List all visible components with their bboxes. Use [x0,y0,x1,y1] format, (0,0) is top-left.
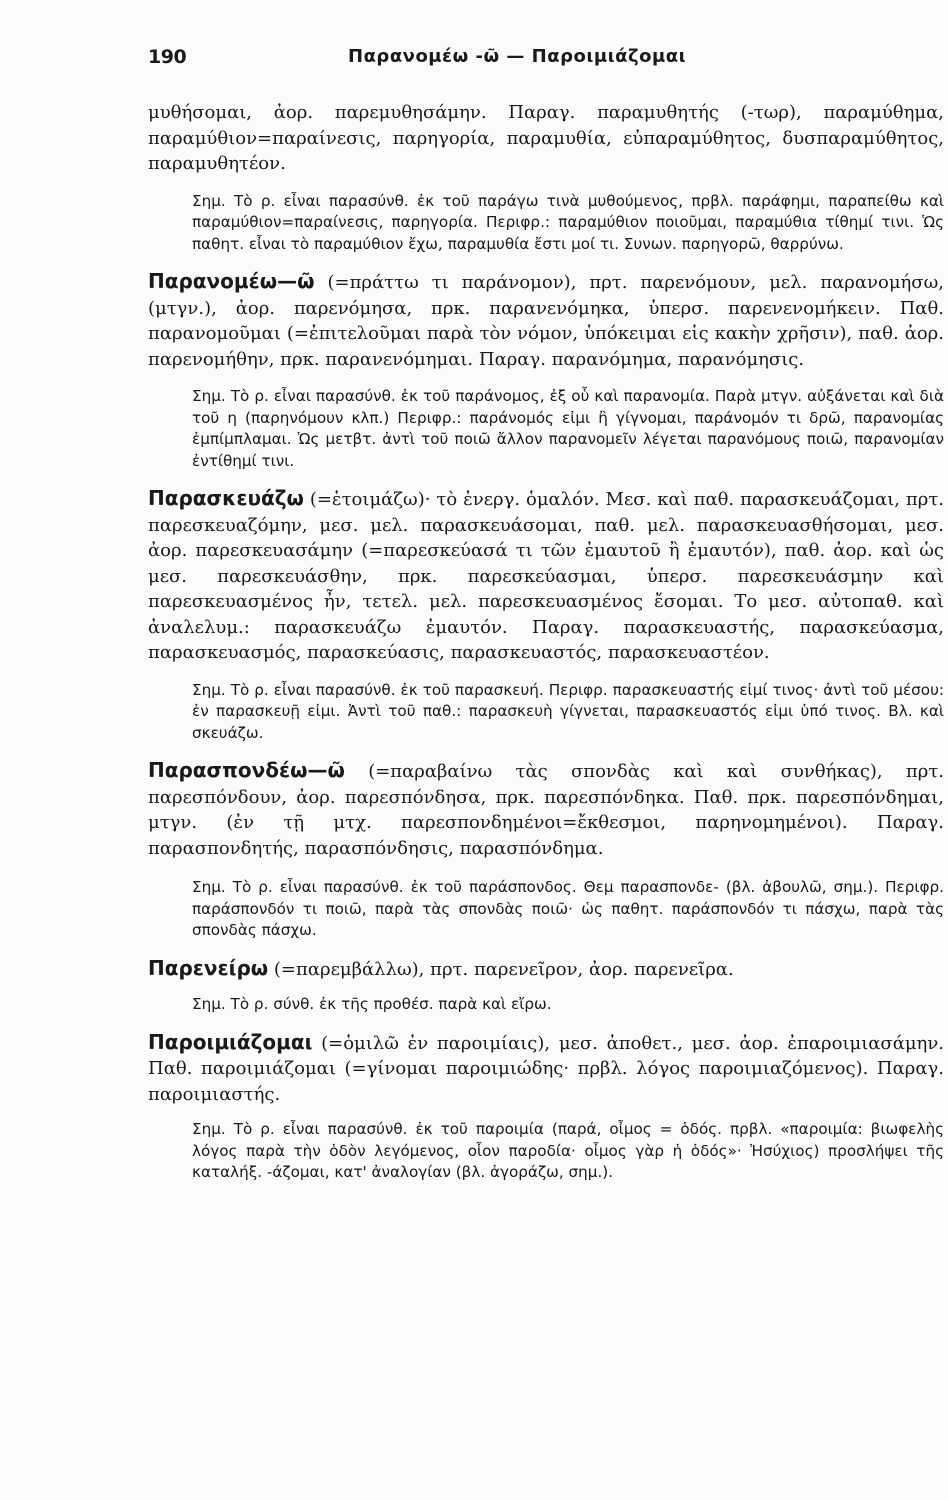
entry-paraskeuazo-text: (=ἑτοιμάζω)· τὸ ἐνεργ. ὁμαλόν. Μεσ. καὶ παθ. παρασκευάζομαι, πρτ. παρεσκευαζόμην, μεσ. μελ. παρασκευάσομαι, παθ. μελ. παρασκευασθήσομαι, μεσ. ἀορ. παρεσκευασάμην (=παρεσκεύασά τι τῶν ἐμαυτοῦ ἢ ἐμαυτόν), παθ. ἀορ. καὶ ὡς μεσ. παρεσκευάσθην, πρκ. παρεσκεύασμαι, ὑπερσ. παρεσκευάσμην καὶ παρεσκευασμένος ἦν, τετελ. μελ. παρεσκευασμένος ἔσομαι. Το μεσ. αὐτοπαθ. καὶ ἀναλελυμ.: παρασκευάζω ἐμαυτόν. Παραγ. παρασκευαστής, παρασκεύασμα, παρασκευασμός, παρασκεύασις, παρασκευαστός, παρασκευαστέον. [148,489,944,663]
note-paranomeo: Σημ. Τὸ ρ. εἶναι παρασύνθ. ἐκ τοῦ παράνομος, ἐξ οὗ καὶ παρανομία. Παρὰ μτγν. αὐξάνεται καὶ διὰ τοῦ η (παρηνόμουν κλπ.) Περιφρ.: παράνομός εἰμι ἢ γίγνομαι, παράνομόν τι δρῶ, παρανομίας ἐμπίμπλαμαι. Ὡς μετβτ. ἀντὶ τοῦ ποιῶ ἄλλον παρανομεῖν λέγεται παρανόμους ποιῶ, παρανομίαν ἐντίθημί τινι. [192,387,944,470]
note-paramytheomai: Σημ. Τὸ ρ. εἶναι παρασύνθ. ἐκ τοῦ παράγω τινὰ μυθούμενος, πρβλ. παράφημι, παραπείθω καὶ παραμύθιον=παραίνεσις, παρηγορία. Περιφρ.: παραμύθιον ποιοῦμαι, παραμύθια τίθημί τινι. Ὡς παθητ. εἶναι τὸ παραμύθιον ἔχω, παραμυθία ἔστι μοί τι. Συνων. παρηγορῶ, θαρρύνω. [192,191,944,253]
entry-paroimiazomai-text: (=ὁμιλῶ ἐν παροιμίαις), μεσ. ἀποθετ., μεσ. ἀορ. ἐπαροιμιασάμην. Παθ. παροιμιάζομαι (=γίνομαι παροιμιώδης· πρβλ. λόγος παροιμιαζόμενος). Παραγ. παροιμιαστής. [148,1032,944,1105]
entry-paranomeo [148,269,944,372]
entry-paraspondeo-text: (=παραβαίνω τὰς σπονδὰς καὶ καὶ συνθήκας), πρτ. παρεσπόνδουν, ἀορ. παρεσπόνδησα, πρκ. παρεσπόνδηκα. Παθ. πρκ. παρεσπόνδημαι, μτγν. (ἐν τῇ μτχ. παρεσπονδημένοι=ἔκθεσμοι, παρηνομημένοι). Παραγ. παρασπονδητής, παρασπόνδησις, παρασπόνδημα. [148,761,944,859]
lemma-paraskeuazo: Παρασκευάζω [148,486,304,510]
entry-paraskeuazo [148,486,944,666]
note-pareneiro: Σημ. Τὸ ρ. σύνθ. ἐκ τῆς προθέσ. παρὰ καὶ εἴρω. [192,995,552,1013]
page-header [148,46,944,76]
page-number: 190 [148,46,187,68]
running-head: Παρανομέω -ῶ — Παροιμιάζομαι [348,46,687,67]
entry-paroimiazomai [148,1030,944,1108]
entry-paraspondeo [148,758,944,861]
note-paroimiazomai: Σημ. Τὸ ρ. εἶναι παρασύνθ. ἐκ τοῦ παροιμία (παρά, οἶμος = ὁδός. πρβλ. «παροιμία: βιωφελὴς λόγος παρὰ τὴν ὁδὸν λεγόμενος, οἷον παροδία· οἶμος γὰρ ἡ ὁδός»· Ἡσύχιος) προσλήψει τῆς καταλήξ. -άζομαι, κατ' ἀναλογίαν (βλ. ἀγοράζω, σημ.). [192,1120,944,1181]
entry-paranomeo-text: (=πράττω τι παράνομον), πρτ. παρενόμουν, μελ. παρανομήσω, (μτγν.), ἀορ. παρενόμησα, πρκ. παρανενόμηκα, ὑπερσ. παρενενομήκειν. Παθ. παρανομοῦμαι (=ἐπιτελοῦμαι παρὰ τὸν νόμον, ὑπόκειμαι εἰς κακὴν χρῆσιν), παθ. ἀορ. παρενομήθην, πρκ. παρανενόμημαι. Παραγ. παρανόμημα, παρανόμησις. [148,272,944,370]
note-paraspondeo: Σημ. Τὸ ρ. εἶναι παρασύνθ. ἐκ τοῦ παράσπονδος. Θεμ παρασπονδε- (βλ. ἀβουλῶ, σημ.). Περιφρ. παράσπονδόν τι ποιῶ, παρὰ τὰς σπονδὰς ποιῶ· ὡς παθητ. παράσπονδόν τι πάσχω, παρὰ τὰς σπονδὰς πάσχω. [192,878,944,939]
lemma-paranomeo: Παρανομέω—ῶ [148,269,315,293]
entry-continuation: μυθήσομαι, ἀορ. παρεμυθησάμην. Παραγ. παραμυθητής (-τωρ), παραμύθημα, παραμύθιον=παραίνεσις, παρηγορία, παραμυθία, εὐπαραμύθητος, δυσπαραμύθητος, παραμυθητέον. [148,102,944,174]
page-content [148,100,944,1184]
entry-pareneiro-text: (=παρεμβάλλω), πρτ. παρενεῖρον, ἀορ. παρενεῖρα. [268,958,734,980]
lemma-pareneiro: Παρενείρω [148,955,269,980]
entry-pareneiro [148,956,944,983]
note-paraskeuazo: Σημ. Τὸ ρ. εἶναι παρασύνθ. ἐκ τοῦ παρασκευή. Περιφρ. παρασκευαστής εἰμί τινος· ἀντὶ τοῦ μέσου: ἐν παρασκευῇ εἰμι. Ἀντὶ τοῦ παθ.: παρασκευὴ γίγνεται, παρασκευαστός εἰμι ὑπό τινος. Βλ. καὶ σκευάζω. [192,680,944,742]
lemma-paraspondeo: Παρασπονδέω—ῶ [148,758,345,782]
lemma-paroimiazomai: Παροιμιάζομαι [148,1029,313,1054]
